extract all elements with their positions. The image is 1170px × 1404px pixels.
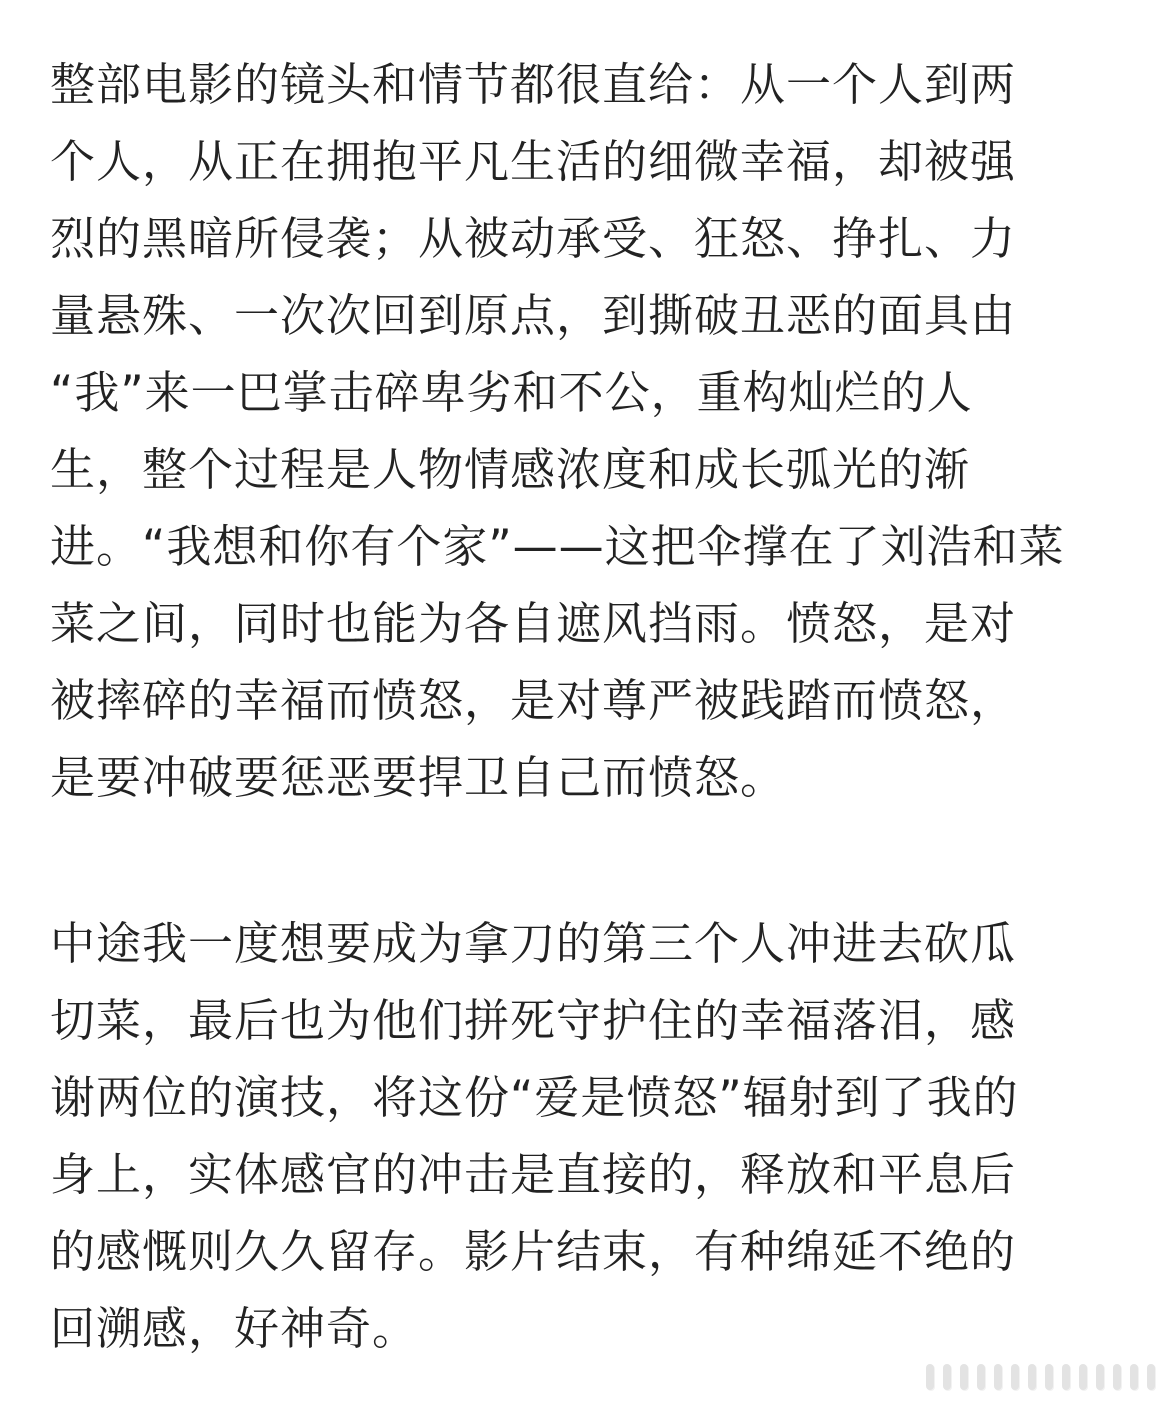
paragraph-1-line-6: 生，整个过程是人物情感浓度和成长弧光的渐 xyxy=(50,443,971,496)
paragraph-1-line-8: 菜之间，同时也能为各自遮风挡雨。愤怒，是对 xyxy=(50,597,1017,650)
highlight-umbrella-quote-cont: 菜之间，同时也能为各自遮风挡雨 xyxy=(50,597,741,650)
paragraph-1-line-7: 进。“我想和你有个家”——这把伞撑在了刘浩和菜 xyxy=(50,520,1065,573)
paragraph-1-line-5: “我”来一巴掌击碎卑劣和不公，重构灿烂的人 xyxy=(50,366,973,419)
paragraph-1-line-9: 被摔碎的幸福而愤怒，是对尊严被践踏而愤怒， xyxy=(50,674,1017,727)
paragraph-2-line-3: 谢两位的演技，将这份“爱是愤怒”辐射到了我的 xyxy=(50,1071,1019,1124)
highlight-senses-impact: 实体感官的冲击是直接的，释放和平息后 xyxy=(188,1148,1017,1201)
paragraph-2-line-1: 中途我一度想要成为拿刀的第三个人冲进去砍瓜 xyxy=(50,917,1017,970)
paragraph-2-line-6 xyxy=(50,1299,418,1359)
paragraph-1-line-10: 是要冲破要惩恶要捍卫自己而愤怒。 xyxy=(50,751,787,804)
paragraph-1-line-2: 个人，从正在拥抱平凡生活的细微幸福，却被强 xyxy=(50,135,1017,188)
highlight-senses-impact-cont: 的感慨则久久留存。影片结束，有种绵延不绝的 xyxy=(50,1225,1017,1278)
paragraph-1-line-3: 烈的黑暗所侵袭；从被动承受、狂怒、挣扎、力 xyxy=(50,212,1017,265)
paragraph-1-line-4: 量悬殊、一次次回到原点，到撕破丑恶的面具由 xyxy=(50,289,1017,342)
watermark-bars xyxy=(926,1364,1156,1390)
paragraph-2-line-4: 身上，实体感官的冲击是直接的，释放和平息后 xyxy=(50,1148,1017,1201)
highlight-senses-impact-end: 回溯感，好神奇。 xyxy=(50,1302,419,1355)
paragraph-2-line-5 xyxy=(50,1222,1016,1282)
highlight-umbrella-quote: “我想和你有个家”——这把伞撑在了刘浩和菜 xyxy=(142,520,1065,573)
paragraph-1-line-1: 整部电影的镜头和情节都很直给：从一个人到两 xyxy=(50,58,1017,111)
paragraph-2-line-2: 切菜，最后也为他们拼死守护住的幸福落泪，感 xyxy=(50,994,1017,1047)
